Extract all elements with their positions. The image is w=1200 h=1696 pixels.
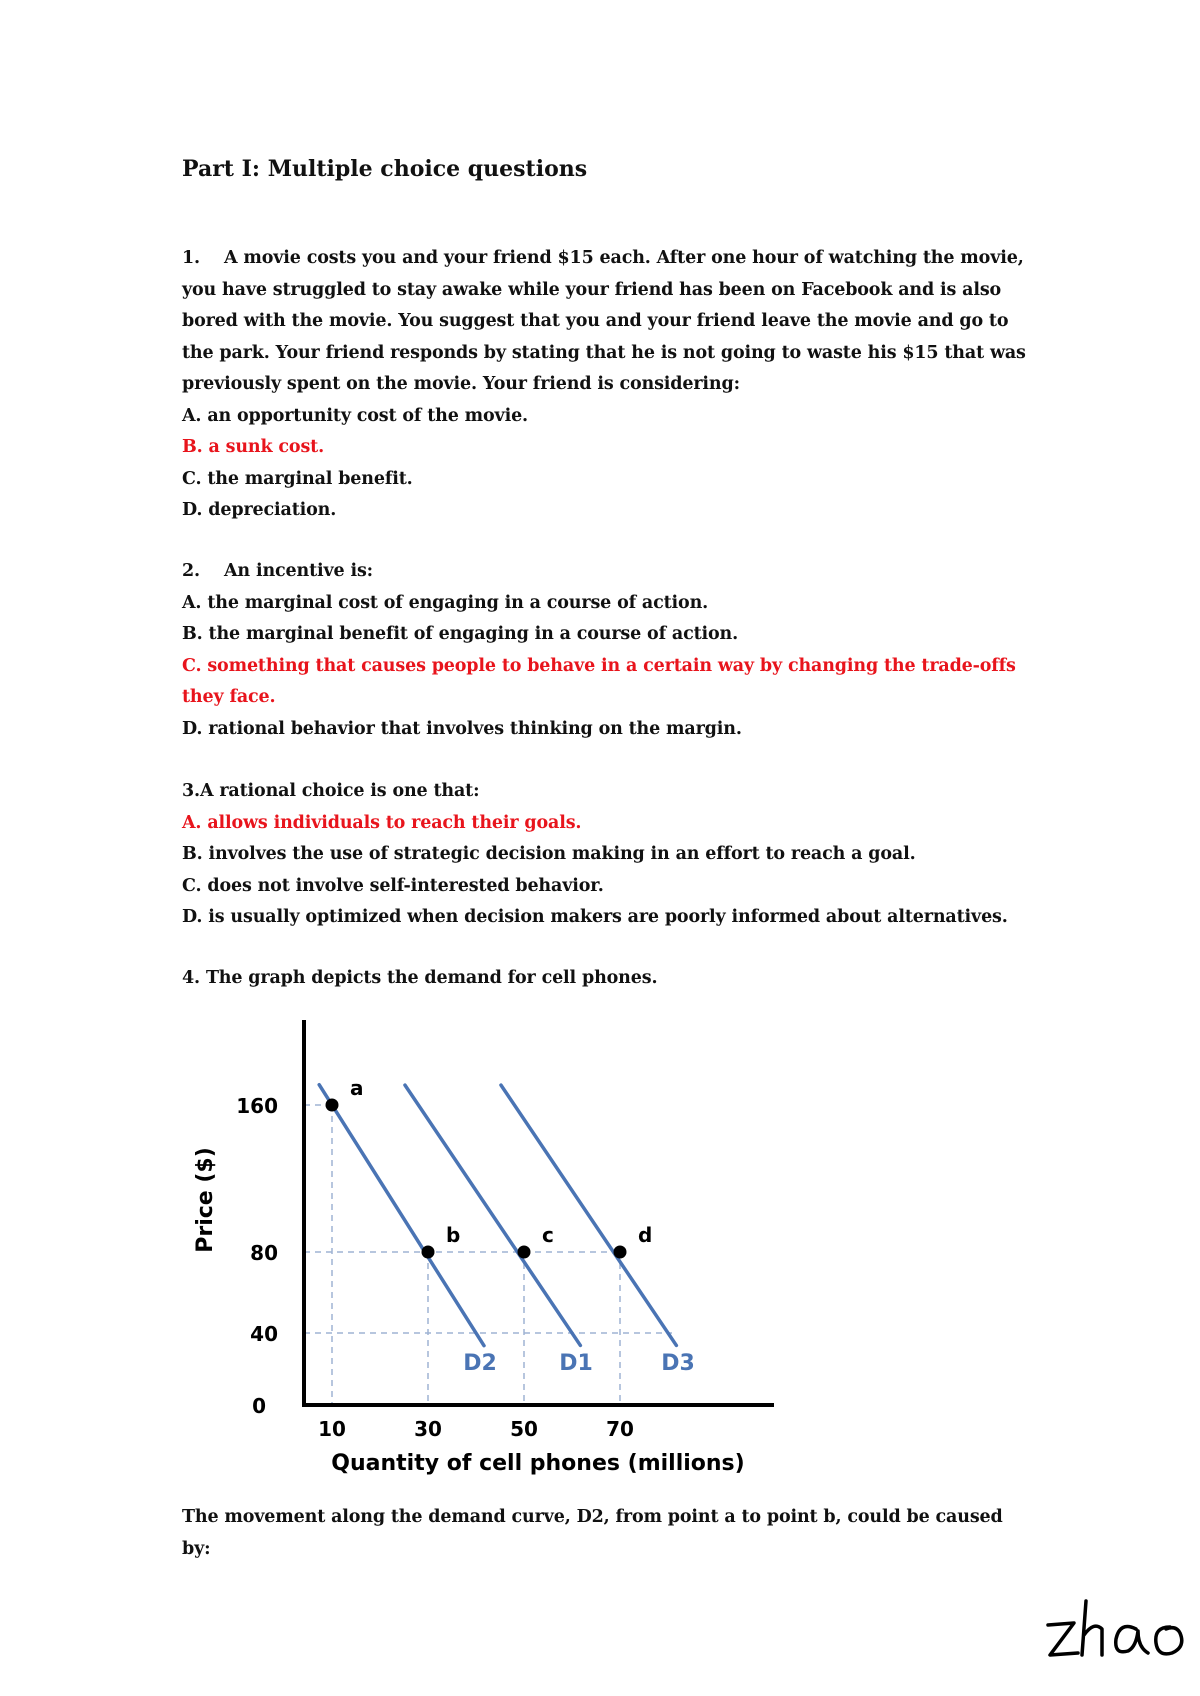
question-stem: 1. A movie costs you and your friend $15 each. After one hour of watching the movie, you have struggled to stay awake while your friend has been on Facebook and is also bored with the movie. You suggest that you and your friend leave the movie and go to the park. Your friend responds by stating that he is not going to waste his $15 that was previously spent on the movie. Your friend is considering: [182,243,1032,401]
option-c: C. the marginal benefit. [182,468,413,489]
question-4 [182,963,1032,995]
option-d: D. depreciation. [182,500,337,520]
question-3 [182,776,1032,934]
option-b-answer: B. a sunk cost. [182,437,325,457]
question-4-followup: The movement along the demand curve, D2, from point a to point b, could be caused by: [182,1507,1003,1559]
handwritten-signature [1044,1595,1194,1665]
question-number: 2. [182,561,200,581]
point-c [518,1246,531,1259]
x-tick-label: 30 [414,1417,442,1441]
curve-label-D3: D3 [661,1351,695,1376]
curve-D2 [319,1085,484,1346]
question-1 [182,243,1032,527]
question-number: 3. [182,781,200,801]
curve-label-D1: D1 [559,1351,593,1376]
option-a-answer: A. allows individuals to reach their goals. [182,812,582,833]
point-d [614,1246,627,1259]
point-label-a: a [350,1076,364,1100]
point-label-b: b [446,1223,461,1247]
y-tick-label: 80 [250,1241,278,1265]
option-b: B. involves the use of strategic decision making in an effort to reach a goal. [182,844,916,864]
question-stem: 2. An incentive is: [182,556,1032,588]
part-heading: Part I: Multiple choice questions [182,156,588,182]
curve-D3 [501,1085,676,1345]
points [326,1076,653,1259]
point-a [326,1099,339,1112]
y-tick-label: 40 [250,1322,278,1346]
curve-label-D2: D2 [463,1351,497,1376]
option-b: B. the marginal benefit of engaging in a course of action. [182,624,739,644]
demand-chart [182,1010,782,1500]
x-tick-label: 50 [510,1417,538,1441]
option-a: A. the marginal cost of engaging in a course of action. [182,592,709,613]
option-c: C. does not involve self-interested behavior. [182,875,604,896]
question-number: 4. [182,968,200,988]
x-tick-label: 10 [318,1417,346,1441]
y-tick-label: 160 [236,1094,278,1118]
point-label-d: d [638,1223,653,1247]
option-d: D. rational behavior that involves thinking on the margin. [182,718,742,739]
question-stem: 3.A rational choice is one that: [182,781,480,801]
x-axis-label: Quantity of cell phones (millions) [331,1451,745,1476]
question-number: 1. [182,248,200,268]
option-c-answer: C. something that causes people to behave in a certain way by changing the trade-offs they face. [182,655,1016,707]
x-tick-label: 70 [606,1417,634,1441]
question-stem: 4. The graph depicts the demand for cell phones. [182,968,658,988]
question-2 [182,556,1032,745]
y-tick-label: 0 [252,1394,266,1418]
option-a: A. an opportunity cost of the movie. [182,405,528,426]
point-label-c: c [542,1223,554,1247]
y-axis-label: Price ($) [193,1147,218,1253]
curve-D1 [405,1085,580,1345]
option-d: D. is usually optimized when decision makers are poorly informed about alternatives. [182,907,1008,927]
point-b [422,1246,435,1259]
